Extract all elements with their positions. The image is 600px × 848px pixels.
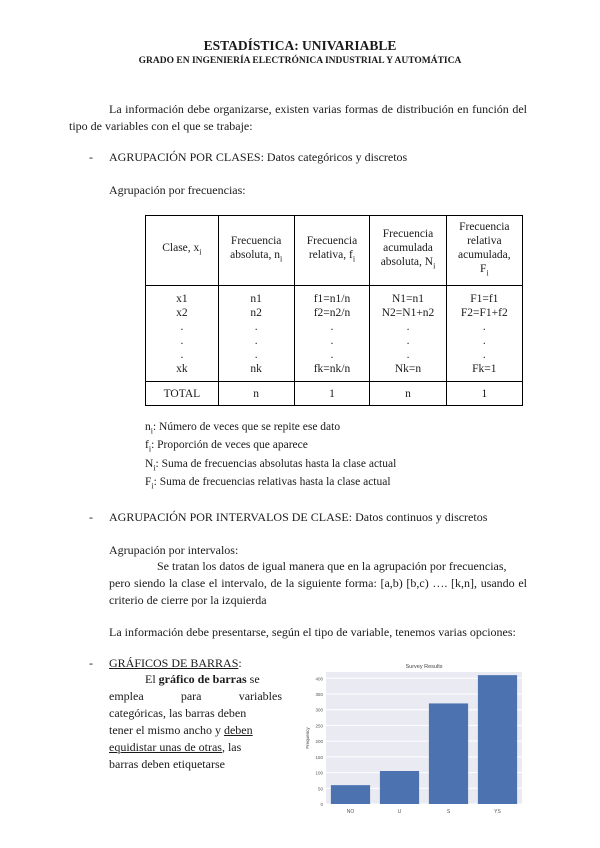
- y-tick-label: 250: [315, 723, 323, 729]
- y-tick-label: 150: [315, 754, 323, 760]
- symbol-legend: [145, 420, 396, 493]
- table-cell: x1 x2 . . . xk: [146, 286, 219, 382]
- y-tick-label: 50: [317, 786, 323, 792]
- x-tick-label: YS: [494, 809, 501, 815]
- y-tick-label: 200: [315, 739, 323, 745]
- section-sub-intervalos: Agrupación por intervalos:: [109, 543, 239, 557]
- legend-line: $F_i$: Suma de frecuencias relativas hasta la clase actual: [145, 475, 391, 491]
- legend-line: $N_i$: Suma de frecuencias absolutas hasta la clase actual: [145, 457, 397, 472]
- table-header-cell: Frecuencia relativa acumulada, $F_i$: [446, 216, 522, 286]
- y-tick-label: 400: [315, 676, 323, 682]
- document-title: ESTADÍSTICA: UNIVARIABLE: [203, 38, 397, 53]
- x-tick-label: S: [446, 809, 451, 815]
- y-tick-label: 350: [315, 692, 323, 697]
- y-tick-label: 0: [320, 802, 323, 807]
- y-axis-label: Frequency: [305, 727, 310, 749]
- bar: [331, 785, 370, 804]
- legend-line: $n_i$: Número de veces que se repite ese dato: [145, 421, 341, 436]
- table-row: [146, 286, 523, 382]
- table-cell: N1=n1 N2=N1+n2 . . . Nk=n: [370, 286, 446, 382]
- document-subtitle: GRADO EN INGENIERÍA ELECTRÓNICA INDUSTRIAL Y AUTOMÁTICA: [138, 56, 462, 66]
- x-tick-label: U: [397, 809, 402, 815]
- legend-line: $f_i$: Proporción de veces que aparece: [145, 439, 308, 454]
- table-cell: 1: [446, 382, 522, 406]
- table-header-cell: Frecuencia acumulada absoluta, $N_i$: [370, 216, 446, 286]
- bullet-dash: -: [89, 150, 93, 164]
- section-sub-frecuencias: Agrupación por frecuencias:: [109, 183, 246, 197]
- table-cell: f1=n1/n f2=n2/n . . . fk=nk/n: [294, 286, 370, 382]
- bar: [478, 675, 517, 804]
- table-cell: n1 n2 . . . nk: [218, 286, 294, 382]
- section-heading-barras: GRÁFICOS DE BARRAS:: [109, 656, 242, 670]
- bar-chart-description: El gráfico de barras se emplea para variables categóricas, las barras deben tener el mismo ancho y deben equidistar unas de otras, las barras deben etiquetarse: [109, 672, 282, 771]
- table-cell: 1: [294, 382, 370, 406]
- chart-title: Survey Results: [405, 664, 443, 670]
- intervals-paragraph: Se tratan los datos de igual manera que en la agrupación por frecuencias, pero siendo la clase el intervalo, de la siguiente forma: [a,b) [b,c) …. [k,n], usando el criterio de cierre por la izquierda: [109, 559, 527, 607]
- table-total-row: [146, 382, 523, 406]
- section-heading-intervalos: AGRUPACIÓN POR INTERVALOS DE CLASE: Datos continuos y discretos: [109, 510, 488, 524]
- bar: [429, 703, 468, 804]
- table-header-cell: Clase, $x_i$: [146, 216, 219, 286]
- table-cell: n: [370, 382, 446, 406]
- bar: [380, 771, 419, 804]
- presentation-paragraph: La información debe presentarse, según el tipo de variable, tenemos varias opciones:: [109, 625, 516, 639]
- bullet-dash: -: [89, 510, 93, 524]
- frequency-table: [145, 215, 523, 406]
- table-cell: TOTAL: [146, 382, 219, 406]
- survey-results-bar-chart: [300, 660, 530, 820]
- section-heading-clases: AGRUPACIÓN POR CLASES: Datos categóricos y discretos: [109, 150, 408, 164]
- x-tick-label: NO: [346, 809, 355, 815]
- bullet-dash: -: [89, 656, 93, 670]
- y-tick-label: 300: [315, 707, 323, 713]
- table-cell: F1=f1 F2=F1+f2 . . . Fk=1: [446, 286, 522, 382]
- table-cell: n: [218, 382, 294, 406]
- table-header-cell: Frecuencia relativa, $f_i$: [294, 216, 370, 286]
- table-header-cell: Frecuencia absoluta, $n_i$: [218, 216, 294, 286]
- y-tick-label: 100: [315, 770, 323, 776]
- intro-paragraph: La información debe organizarse, existen varias formas de distribución en función del tipo de variables con el que se trabaje:: [69, 102, 527, 133]
- table-header-row: [146, 216, 523, 286]
